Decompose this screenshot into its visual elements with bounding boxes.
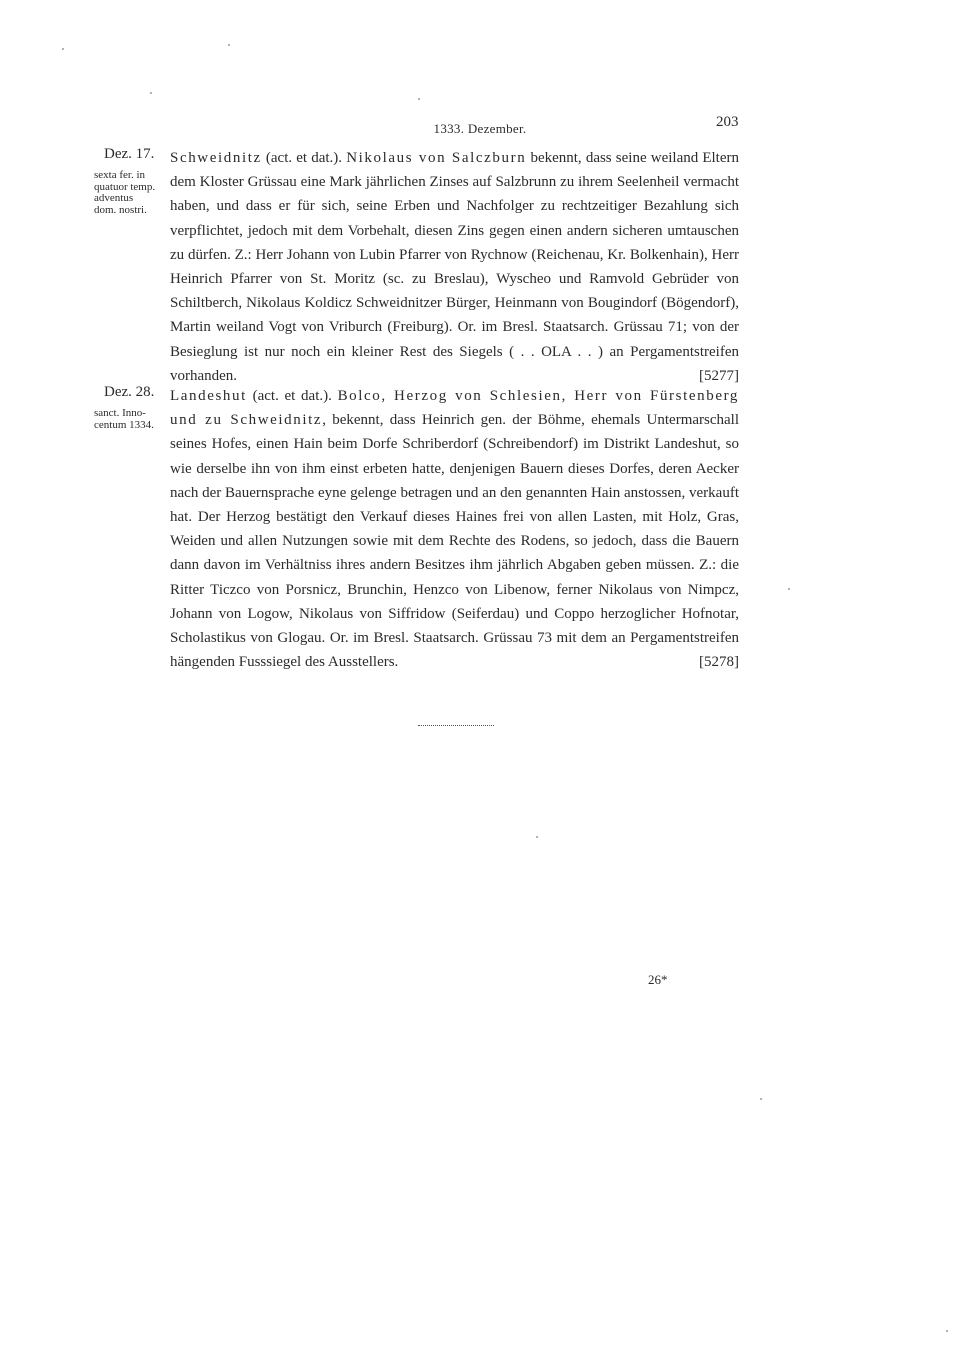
place-name: Schweidnitz [170, 150, 262, 166]
scan-speck [788, 588, 790, 590]
margin-note: sanct. Inno- centum 1334. [94, 407, 154, 431]
place-name: Landeshut [170, 388, 247, 404]
act-dat-note: (act. et dat.). [261, 150, 347, 166]
scan-speck [760, 1098, 762, 1100]
reference-number: [5278] [699, 654, 739, 671]
signature-mark: 26* [648, 972, 668, 987]
scan-speck [150, 92, 152, 94]
margin-note: sexta fer. in quatuor temp. adventus dom. nostri. [94, 169, 156, 216]
act-dat-note: (act. et dat.). [246, 388, 338, 404]
issuer-name: Bolco, Herzog von Schlesien, Herr von Fürstenberg und zu Schweidnitz [170, 388, 740, 429]
scan-speck [62, 48, 64, 50]
entry-body: bekennt, dass seine weiland Eltern dem Kloster Grüssau eine Mark jährlichen Zinses auf Salzbrunn zu ihrem Seelenheil vermacht haben, und dass er für sich, seine Erben und Nachfolger zu rechtzeitiger Bezahlung sich verpflichtet, jedoch mit dem Vorbehalt, diesen Zins gegen einen andern sicheren umtauschen zu dürfen. Z.: Herr Johann von Lubin Pfarrer von Rychnow (Reichenau, Kr. Bolkenhain), Herr Heinrich Pfarrer von St. Moritz (sc. zu Breslau), Wyscheo und Ramvold Gebrüder von Schiltberch, Nikolaus Koldicz Schweidnitzer Bürger, Heinmann von Bougindorf (Bögendorf), Martin weiland Vogt von Vriburch (Freiburg). Or. im Bresl. Staatsarch. Grüssau 71; von der Besieglung ist nur noch ein kleiner Rest des Siegels ( . . OLA . . ) an Pergamentstreifen vorhanden. [170, 150, 740, 384]
issuer-name: Nikolaus von Salczburn [346, 150, 527, 166]
entry-text [170, 384, 739, 674]
section-divider [418, 725, 494, 726]
entry-date: Dez. 17. [104, 146, 155, 162]
scan-speck [228, 44, 230, 46]
scan-speck [418, 98, 420, 100]
page-number: 203 [716, 114, 739, 130]
scan-speck [946, 1330, 948, 1332]
entry-date: Dez. 28. [104, 384, 155, 400]
running-title: 1333. Dezember. [433, 121, 527, 136]
scan-speck [536, 836, 538, 838]
entry-text [170, 146, 739, 388]
reference-number: [5277] [699, 367, 739, 384]
entry-body: , bekennt, dass Heinrich gen. der Böhme, ehemals Untermarschall seines Hofes, einen Hain beim Dorfe Schriberdorf (Schreibendorf) im Distrikt Landeshut, so wie derselbe ihn von ihm einst erbeten hatte, denjenigen Bauern dieses Dorfes, deren Aecker nach der Bauernsprache eyne gelenge betragen und an den genannten Hain anstossen, verkauft hat. Der Herzog bestätigt den Verkauf dieses Haines frei von allen Lasten, mit Holz, Gras, Weiden und allen Nutzungen sowie mit dem Rechte des Rodens, so jedoch, dass die Bauern dann davon im Verhältniss ihres andern Besitzes ihm jährlich Abgaben geben müssen. Z.: die Ritter Ticzco von Porsnicz, Brunchin, Henzco von Libenow, ferner Nikolaus von Nimpcz, Johann von Logow, Nikolaus von Siffridow (Seiferdau) und Coppo herzoglicher Hofnotar, Scholastikus von Glogau. Or. im Bresl. Staatsarch. Grüssau 73 mit dem an Pergamentstreifen hängenden Fusssiegel des Ausstellers. [170, 412, 740, 671]
